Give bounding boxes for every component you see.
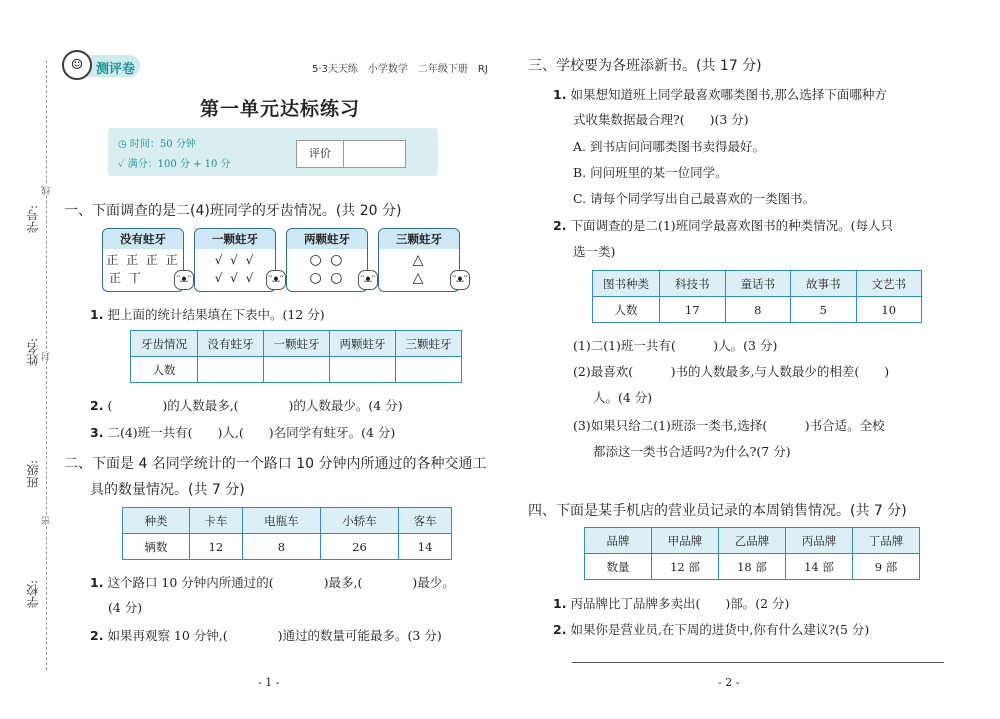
circle-marks: ○ ○ ○ ○ [309, 252, 345, 286]
s4-question-1: 1. 丙品牌比丁品牌多卖出( )部。(2 分) [553, 596, 790, 611]
card-title: 一颗蛀牙 [195, 229, 275, 249]
series-info: 5·3天天练 小学数学 二年级下册 RJ [312, 64, 488, 75]
section2-heading-line1: 二、下面是 4 名同学统计的一个路口 10 分钟内所通过的各种交通工 [64, 456, 487, 472]
margin-label-name: 姓名: [26, 338, 40, 367]
score-info [118, 155, 231, 170]
margin-mark-line: 线 [42, 186, 52, 195]
score-text: 满分：100 分 + 10 分 [127, 159, 231, 170]
answer-cell[interactable] [264, 357, 330, 383]
s1-question-3: 3. 二(4)班一共有( )人,( )名同学有蛀牙。(4 分) [90, 425, 396, 440]
s3-sub-2-line1: (2)最喜欢( )书的人数最多,与人数最少的相差( ) [573, 364, 890, 379]
tooth-icon: ᵔᴥᵔ [450, 270, 470, 290]
card-three-cavities [378, 228, 460, 292]
s3-question-2-line1: 2. 下面调查的是二(1)班同学最喜欢图书的种类情况。(每人只 [553, 218, 894, 233]
s3-option-a: A. 到书店问问哪类图书卖得最好。 [573, 139, 765, 154]
clock-icon: ◷ [118, 139, 127, 150]
s4-question-2: 2. 如果你是营业员,在下周的进货中,你有什么建议?(5 分) [553, 622, 870, 637]
traffic-table: 种类 卡车 电瓶车 小轿车 客车 辆数 12 8 26 14 [122, 507, 452, 560]
time-info [118, 135, 196, 150]
answer-cell[interactable] [198, 357, 264, 383]
time-text: 时间：50 分钟 [129, 139, 196, 150]
s3-sub-3-line2: 都添这一类书合适吗?为什么?(7 分) [593, 444, 791, 459]
answer-cell[interactable] [396, 357, 462, 383]
binding-line [46, 60, 47, 670]
footer-divider [572, 662, 944, 663]
section3-heading: 三、学校要为各班添新书。(共 17 分) [528, 58, 762, 74]
margin-label-student-id: 学号: [26, 205, 40, 234]
section1-heading: 一、下面调查的是二(4)班同学的牙齿情况。(共 20 分) [64, 203, 402, 219]
check-circle-icon: ✓ [118, 159, 125, 170]
tooth-icon: ᵔᴥᵔ [174, 270, 194, 290]
teeth-table: 牙齿情况 没有蛀牙 一颗蛀牙 两颗蛀牙 三颗蛀牙 人数 [130, 330, 462, 383]
s3-question-1-line2: 式收集数据最合理?( )(3 分) [573, 112, 749, 127]
page-number-left: - 1 - [258, 676, 280, 689]
s3-sub-1: (1)二(1)班一共有( )人。(3 分) [573, 338, 778, 353]
tally-marks: 正 正 正 正 正 丅 [106, 253, 180, 285]
phones-table: 品牌 甲品牌 乙品牌 丙品牌 丁品牌 数量 12 部 18 部 14 部 9 部 [584, 527, 920, 580]
s3-sub-2-line2: 人。(4 分) [593, 390, 653, 405]
margin-mark-secret: 密 [42, 516, 52, 525]
s2-question-1-points: (4 分) [108, 600, 143, 615]
s3-question-2-line2: 选一类) [573, 244, 616, 259]
s3-question-1-line1: 1. 如果想知道班上同学最喜欢哪类图书,那么选择下面哪种方 [553, 87, 887, 102]
section4-heading: 四、下面是某手机店的营业员记录的本周销售情况。(共 7 分) [528, 503, 907, 519]
answer-cell[interactable] [330, 357, 396, 383]
page-title: 第一单元达标练习 [200, 98, 361, 120]
card-title: 没有蛀牙 [103, 229, 183, 249]
books-table: 图书种类 科技书 童话书 故事书 文艺书 人数 17 8 5 10 [592, 270, 922, 323]
s1-question-2: 2. ( )的人数最多,( )的人数最少。(4 分) [90, 398, 403, 413]
margin-label-school: 学校: [26, 580, 40, 609]
evaluation-box[interactable] [296, 140, 406, 168]
s2-question-1: 1. 这个路口 10 分钟内所通过的( )最多,( )最少。 [90, 575, 455, 590]
s2-question-2: 2. 如果再观察 10 分钟,( )通过的数量可能最多。(3 分) [90, 628, 442, 643]
margin-label-class: 班级: [26, 460, 40, 489]
s3-option-b: B. 问问班里的某一位同学。 [573, 165, 728, 180]
tooth-icon: ᵔᴥᵔ [358, 270, 378, 290]
card-one-cavity [194, 228, 276, 292]
s1-question-1: 1. 把上面的统计结果填在下表中。(12 分) [90, 307, 325, 322]
s3-option-c: C. 请每个同学写出自己最喜欢的一类图书。 [573, 191, 816, 206]
evaluation-label: 评价 [297, 141, 344, 167]
section2-heading-line2: 具的数量情况。(共 7 分) [90, 482, 245, 498]
kid-face-icon: ☺ [62, 50, 92, 80]
tooth-icon: ᵔᴥᵔ [266, 270, 286, 290]
margin-mark-seal: 封 [42, 352, 52, 361]
page-number-right: - 2 - [718, 676, 740, 689]
card-title: 两颗蛀牙 [287, 229, 367, 249]
card-no-cavity [102, 228, 184, 292]
card-two-cavities [286, 228, 368, 292]
s3-sub-3-line1: (3)如果只给二(1)班添一类书,选择( )书合适。全校 [573, 418, 885, 433]
check-marks: √ √ √ √ √ √ [214, 253, 256, 285]
badge-label: 测评卷 [96, 62, 136, 77]
triangle-marks: △ △ [412, 252, 426, 286]
card-title: 三颗蛀牙 [379, 229, 459, 249]
